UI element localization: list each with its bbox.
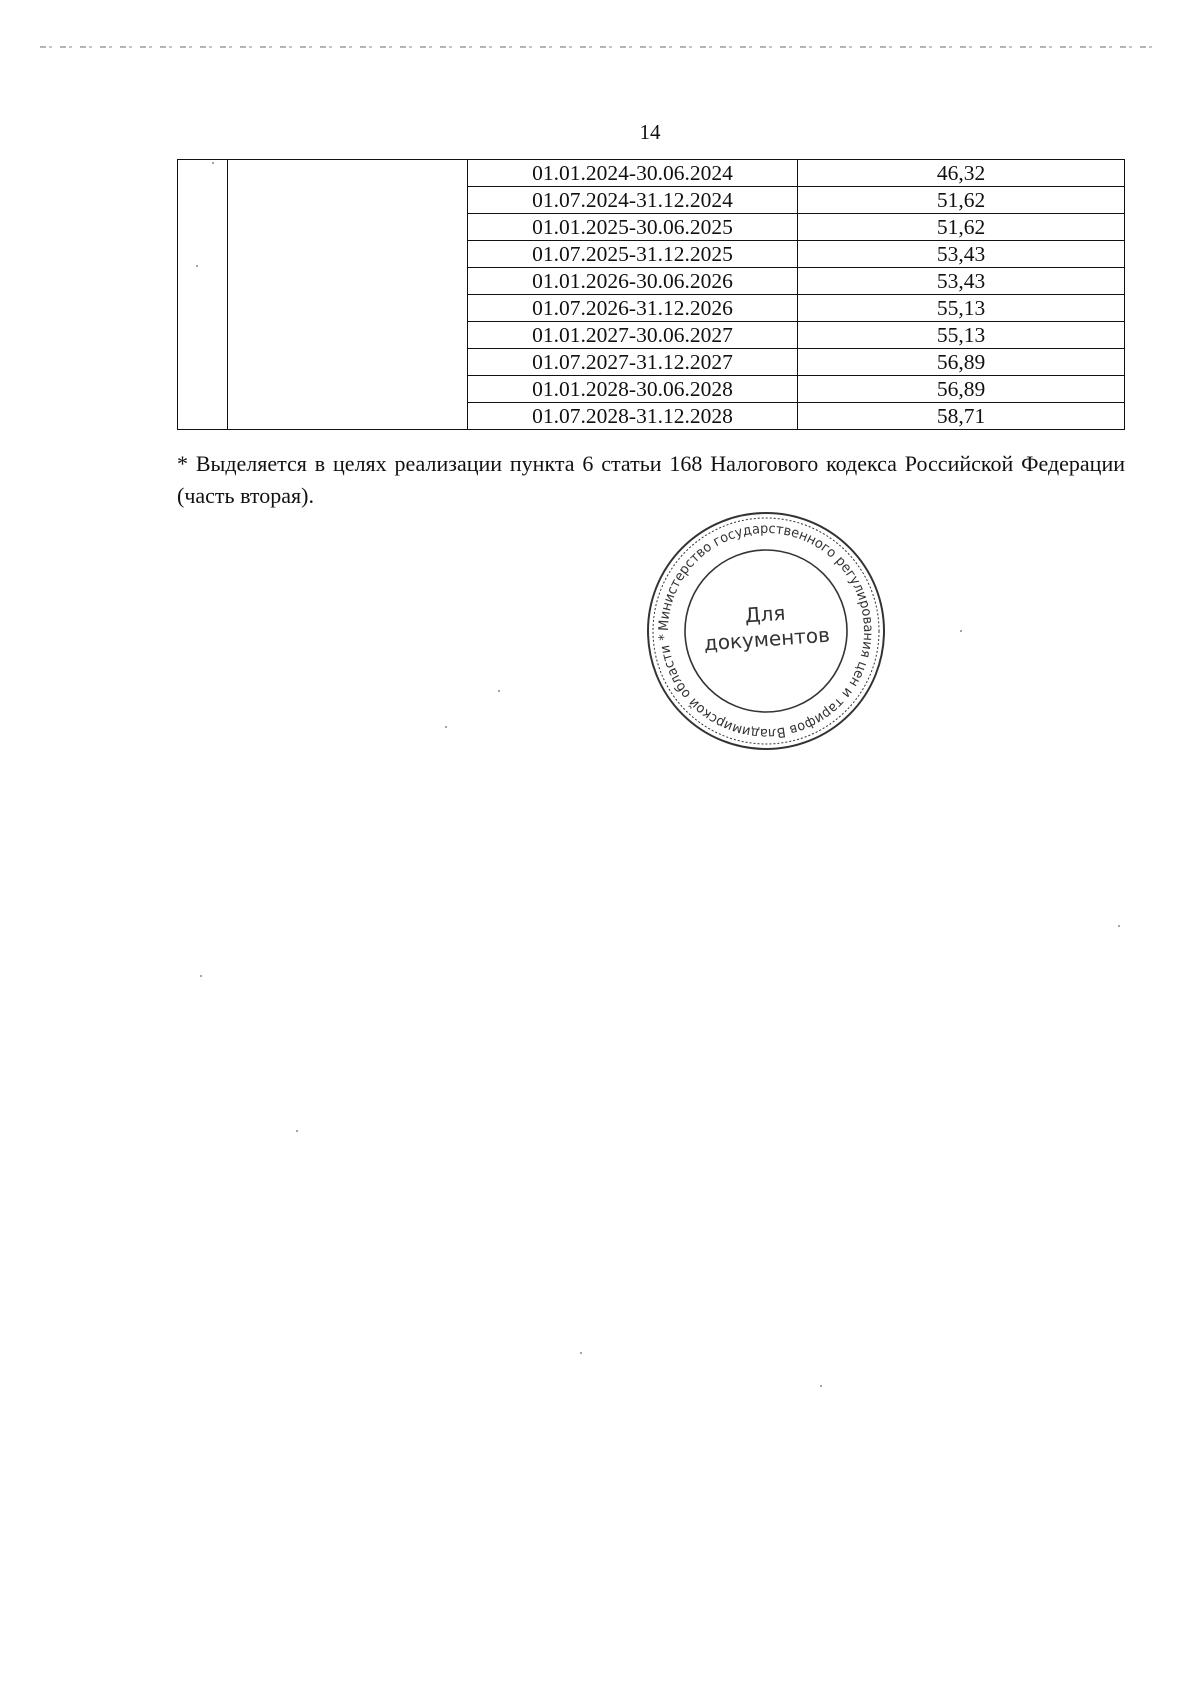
period-cell: 01.07.2024-31.12.2024 [468,187,798,214]
period-cell: 01.01.2025-30.06.2025 [468,214,798,241]
page-number: 14 [639,120,661,144]
category-cell [228,160,468,430]
value-cell: 55,13 [798,295,1125,322]
row-number-cell [178,160,228,430]
scan-speck [445,726,447,728]
scan-speck [820,1385,822,1387]
period-cell: 01.01.2027-30.06.2027 [468,322,798,349]
value-cell: 51,62 [798,187,1125,214]
scan-speck [498,690,500,692]
value-cell: 53,43 [798,268,1125,295]
scan-speck [580,1352,582,1354]
stamp-center-line-2: документов [703,622,831,656]
value-cell: 56,89 [798,349,1125,376]
official-stamp [645,510,887,752]
value-cell: 53,43 [798,241,1125,268]
stamp-center-line-1: Для [744,600,787,628]
rates-table [177,159,1125,430]
scan-speck [1118,925,1120,927]
value-cell: 46,32 [798,160,1125,187]
value-cell: 56,89 [798,376,1125,403]
scan-speck [212,162,214,164]
period-cell: 01.01.2026-30.06.2026 [468,268,798,295]
stamp-ring-text: Министерство государственного регулирования цен и тарифов Владимирской области * [655,520,877,742]
scan-speck [960,630,962,632]
rates-table-body [178,160,1125,430]
scan-speck [296,1130,298,1132]
period-cell: 01.01.2024-30.06.2024 [468,160,798,187]
footnote: * Выделяется в целях реализации пункта 6 статьи 168 Налогового кодекса Российской Федерации (часть вторая). [177,451,1125,508]
table-row [178,160,1125,187]
period-cell: 01.01.2028-30.06.2028 [468,376,798,403]
scan-noise-line [40,46,1160,48]
period-cell: 01.07.2025-31.12.2025 [468,241,798,268]
period-cell: 01.07.2026-31.12.2026 [468,295,798,322]
scan-speck [196,265,198,267]
value-cell: 58,71 [798,403,1125,430]
scan-speck [200,975,202,977]
value-cell: 51,62 [798,214,1125,241]
period-cell: 01.07.2027-31.12.2027 [468,349,798,376]
value-cell: 55,13 [798,322,1125,349]
period-cell: 01.07.2028-31.12.2028 [468,403,798,430]
